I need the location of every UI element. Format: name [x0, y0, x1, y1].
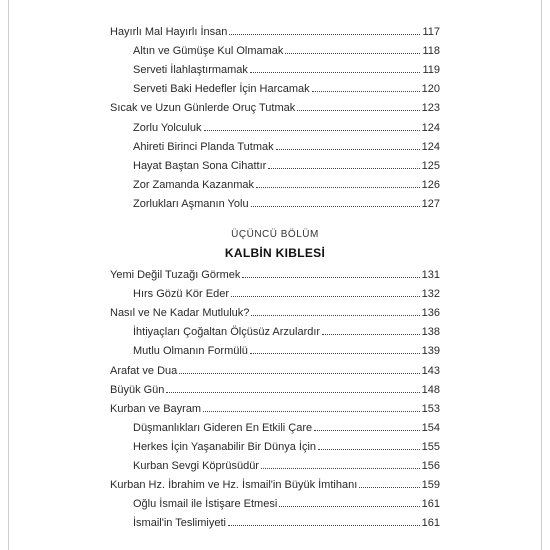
toc-entry-page: 161 [421, 517, 440, 530]
toc-entry-line [133, 42, 440, 60]
toc-entry-line [133, 195, 440, 213]
toc-entry [0, 119, 550, 137]
toc-entry-page: 153 [421, 402, 440, 415]
dot-leader [204, 130, 420, 131]
toc-entry-title: Yemi Değil Tuzağı Görmek [110, 269, 241, 281]
toc-entry [0, 514, 550, 532]
toc-entry-title: Hırs Gözü Kör Eder [133, 288, 229, 301]
dot-leader [285, 53, 420, 54]
toc-entry-line [110, 23, 440, 41]
toc-entry [0, 285, 550, 303]
section-label: ÜÇÜNCÜ BÖLÜM [231, 229, 319, 240]
toc-entry-title: Hayırlı Mal Hayırlı İnsan [110, 26, 228, 38]
toc-entry-title: Ahireti Birinci Planda Tutmak [133, 140, 274, 153]
toc-entry-line [133, 342, 440, 360]
toc-entry-title: Kurban ve Bayram [110, 402, 202, 415]
dot-leader [276, 149, 420, 150]
dot-leader [297, 110, 419, 111]
toc-entry-page: 148 [421, 383, 440, 396]
toc-entry [0, 323, 550, 341]
section-title: KALBİN KIBLESİ [224, 246, 326, 260]
toc-entry [0, 304, 550, 322]
toc-entry-title: Nasıl ve Ne Kadar Mutluluk? [110, 307, 250, 320]
toc-entry-line [110, 381, 440, 399]
toc-entry-line [133, 80, 440, 98]
toc-entry-title: Sıcak ve Uzun Günlerde Oruç Tutmak [110, 102, 296, 115]
toc-entry-page: 138 [421, 326, 440, 339]
dot-leader [179, 373, 419, 374]
toc-entry-page: 161 [421, 498, 440, 511]
toc-entry [0, 80, 550, 98]
toc-entry-title: Serveti İlahlaştırmamak [133, 64, 248, 77]
toc-entry-page: 156 [421, 460, 440, 472]
toc-entry-title: İsmail'in Teslimiyeti [133, 517, 226, 530]
toc-entry [0, 61, 550, 79]
toc-entry-line [133, 419, 440, 437]
dot-leader [359, 487, 419, 488]
toc-entry-page: 126 [421, 178, 440, 191]
toc-entry [0, 266, 550, 284]
toc-entry [0, 176, 550, 194]
dot-leader [322, 334, 420, 335]
dot-leader [229, 34, 420, 35]
toc-entry-page: 143 [421, 364, 440, 377]
toc-entry [0, 457, 550, 475]
toc-entry-page: 123 [421, 102, 440, 115]
dot-leader [312, 91, 420, 92]
toc-entry-page: 154 [421, 421, 440, 434]
toc-entry-title: Herkes İçin Yaşanabilir Bir Dünya İçin [133, 440, 317, 453]
toc-entry-title: Kurban Sevgi Köprüsüdür [133, 460, 259, 472]
toc-entry-title: Oğlu İsmail ile İstişare Etmesi [133, 498, 278, 511]
dot-leader [242, 277, 419, 278]
toc-entry-page: 136 [421, 307, 440, 320]
toc-entry-page: 125 [421, 159, 440, 172]
toc-entry-title: Düşmanlıkları Gideren En Etkili Çare [133, 421, 313, 434]
toc-entry [0, 419, 550, 437]
toc-entry-page: 119 [422, 64, 440, 77]
dot-leader [166, 392, 419, 393]
toc-entry-page: 118 [422, 45, 440, 58]
toc-entry-line [133, 514, 440, 532]
toc-entry [0, 438, 550, 456]
toc-entry-line [110, 99, 440, 117]
toc-entry-page: 131 [421, 269, 440, 281]
toc-entry-title: Zor Zamanda Kazanmak [133, 178, 255, 191]
toc-entry [0, 381, 550, 399]
dot-leader [261, 468, 420, 469]
toc-entry-line [133, 119, 440, 137]
toc-entry-line [133, 285, 440, 303]
dot-leader [251, 315, 419, 316]
toc-entry-page: 124 [421, 140, 440, 153]
toc-entry [0, 195, 550, 213]
toc-entry-page: 124 [421, 121, 440, 134]
toc-entry-line [110, 266, 440, 284]
toc-entry-title: Hayat Baştan Sona Cihattır [133, 159, 267, 172]
toc-entry [0, 99, 550, 117]
toc-entry-page: 127 [421, 197, 440, 210]
dot-leader [256, 187, 420, 188]
dot-leader [250, 353, 420, 354]
toc-entry-title: Altın ve Gümüşe Kul Olmamak [133, 45, 284, 58]
toc-entry-line [110, 400, 440, 418]
dot-leader [251, 206, 420, 207]
dot-leader [231, 296, 420, 297]
toc-entry-line [133, 495, 440, 513]
toc-entry-line [133, 438, 440, 456]
toc-entry-line [133, 61, 440, 79]
toc-entry-line [133, 457, 440, 475]
toc-entry [0, 138, 550, 156]
toc-entry-title: Zorlu Yolculuk [133, 121, 202, 134]
toc-entry-line [133, 138, 440, 156]
dot-leader [203, 411, 420, 412]
dot-leader [250, 72, 421, 73]
toc-entry-page: 139 [421, 345, 440, 358]
toc-entry [0, 400, 550, 418]
toc-entry [0, 342, 550, 360]
toc-entry-page: 159 [421, 479, 440, 492]
dot-leader [314, 430, 420, 431]
toc-entry [0, 495, 550, 513]
toc-entry-title: Kurban Hz. İbrahim ve Hz. İsmail'in Büyük İmtihanı [110, 479, 358, 492]
toc-entry-page: 132 [421, 288, 440, 301]
toc-entry-line [133, 176, 440, 194]
toc-entry-title: Serveti Baki Hedefler İçin Harcamak [133, 83, 310, 96]
toc-entry-line [133, 323, 440, 341]
toc-entry-title: Mutlu Olmanın Formülü [133, 345, 248, 358]
toc-entry-page: 117 [422, 26, 440, 38]
toc-entry-title: Zorlukları Aşmanın Yolu [133, 197, 249, 210]
toc-entry-line [110, 304, 440, 322]
dot-leader [268, 168, 419, 169]
toc-entry [0, 362, 550, 380]
toc-entry-page: 155 [421, 440, 440, 453]
toc-entry [0, 42, 550, 60]
toc-entry-line [110, 362, 440, 380]
dot-leader [228, 525, 420, 526]
toc-entry [0, 476, 550, 494]
toc-entry-line [110, 476, 440, 494]
toc-entry [0, 23, 550, 41]
toc-entry-title: Arafat ve Dua [110, 364, 178, 377]
toc-entry-title: İhtiyaçları Çoğaltan Ölçüsüz Arzulardır [133, 326, 321, 339]
toc-entry-page: 120 [421, 83, 440, 96]
toc-entry-line [133, 157, 440, 175]
dot-leader [318, 449, 420, 450]
toc-entry-title: Büyük Gün [110, 383, 165, 396]
toc-entry [0, 157, 550, 175]
dot-leader [279, 506, 419, 507]
